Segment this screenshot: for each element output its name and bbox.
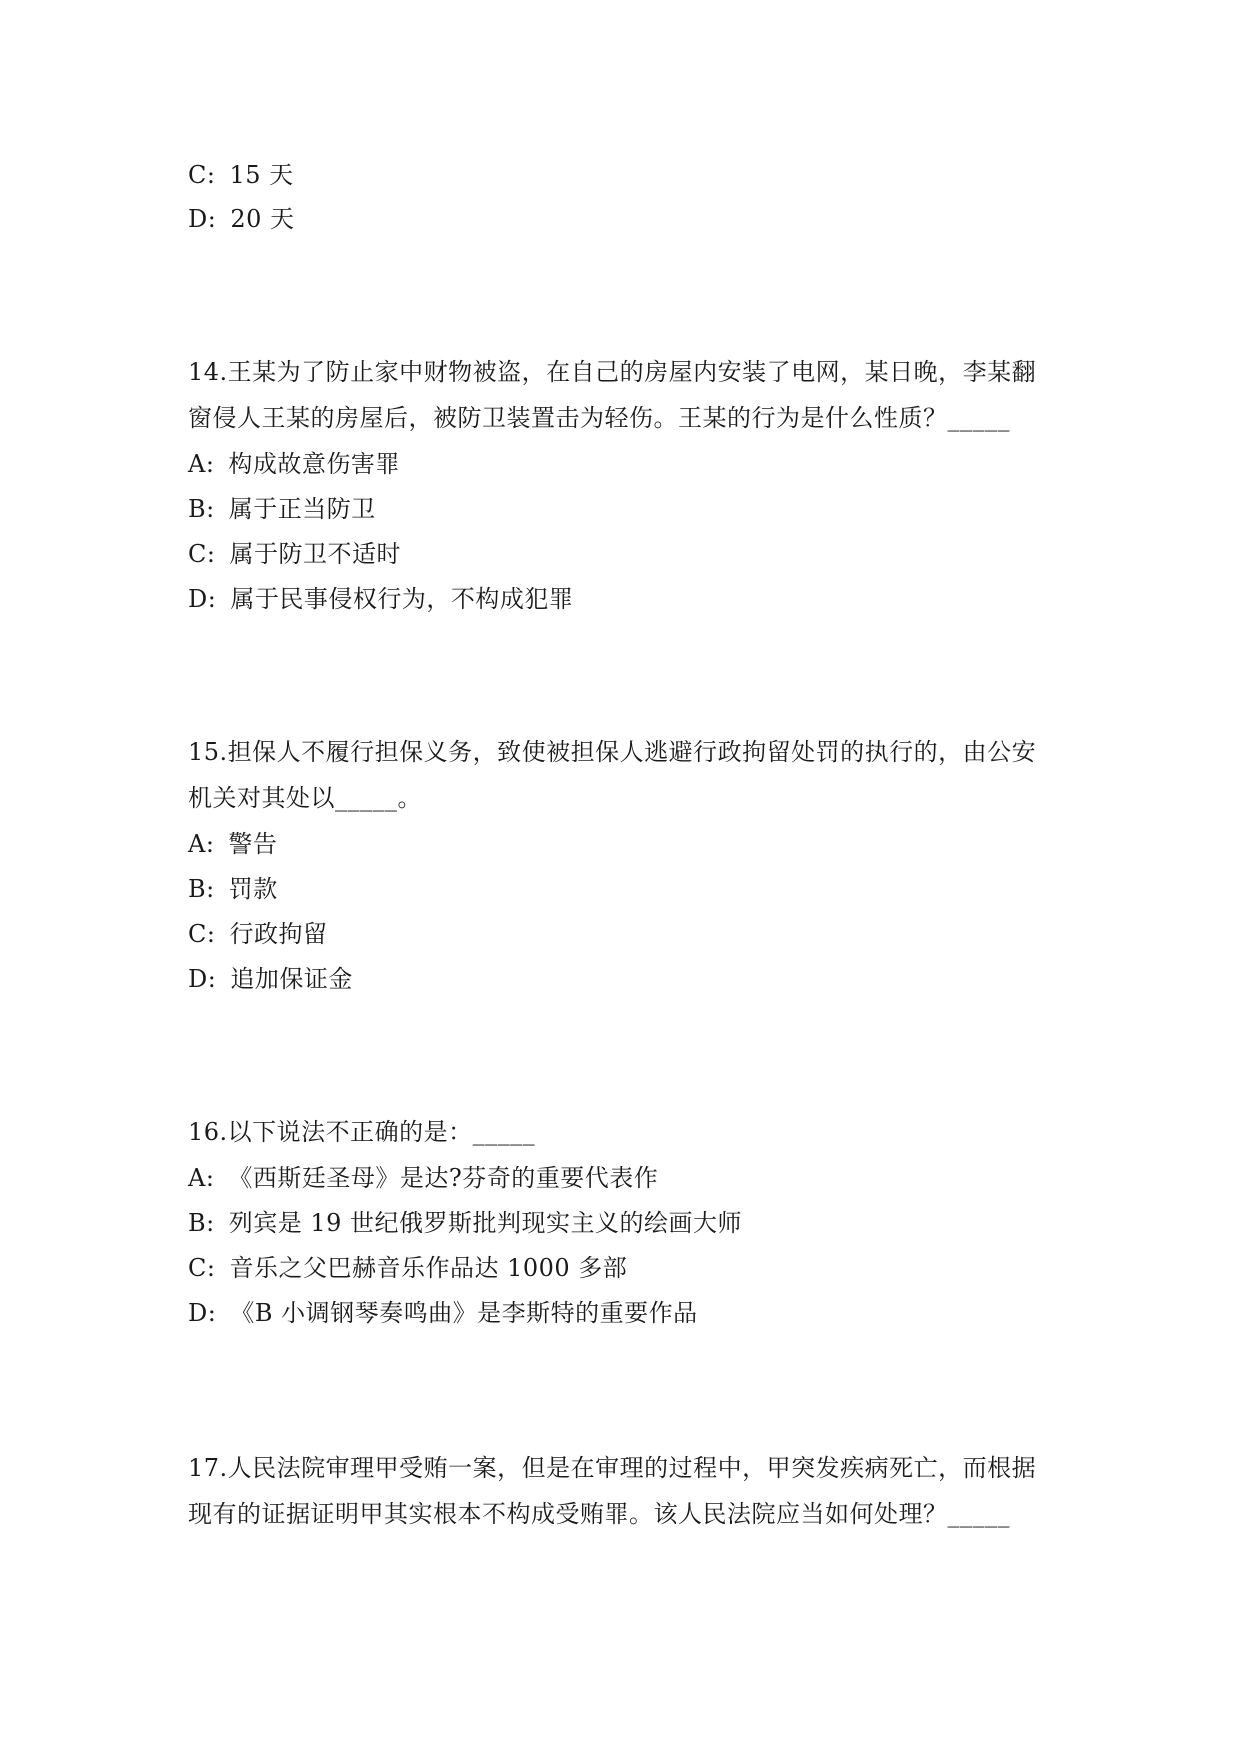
question-14-stem-line-2: 窗侵人王某的房屋后，被防卫装置击为轻伤。王某的行为是什么性质？_____ xyxy=(188,404,1010,432)
option-label: B: xyxy=(188,875,215,903)
option-label: B: xyxy=(188,1209,215,1237)
option-label: B: xyxy=(188,495,215,523)
question-16-option-a xyxy=(188,1163,658,1193)
option-text: 属于防卫不适时 xyxy=(229,540,401,568)
option-text: 警告 xyxy=(228,830,278,858)
question-16-option-b xyxy=(188,1208,742,1238)
option-text: 属于民事侵权行为，不构成犯罪 xyxy=(230,585,574,613)
option-text: 15 天 xyxy=(229,161,294,189)
option-label: C: xyxy=(188,540,216,568)
question-15-option-a xyxy=(188,829,277,859)
option-text: 属于正当防卫 xyxy=(228,495,376,523)
question-15-option-b xyxy=(188,874,278,904)
option-label: D: xyxy=(188,1299,217,1327)
question-16-option-d xyxy=(188,1298,698,1328)
option-label: C: xyxy=(188,161,216,189)
option-d xyxy=(188,204,295,234)
question-17-stem-line-2: 现有的证据证明甲其实根本不构成受贿罪。该人民法院应当如何处理？_____ xyxy=(188,1500,1010,1528)
option-text: 音乐之父巴赫音乐作品达 1000 多部 xyxy=(229,1254,628,1282)
question-17-stem-line-1: 17.人民法院审理甲受贿一案，但是在审理的过程中，甲突发疾病死亡，而根据 xyxy=(188,1454,1037,1482)
option-label: D: xyxy=(188,585,217,613)
option-label: C: xyxy=(188,920,216,948)
option-label: A: xyxy=(188,450,215,478)
option-text: 《西斯廷圣母》是达?芬奇的重要代表作 xyxy=(228,1164,659,1192)
question-14-option-d xyxy=(188,584,573,614)
option-label: A: xyxy=(188,830,215,858)
option-text: 构成故意伤害罪 xyxy=(228,450,400,478)
question-16-stem-line-1: 16.以下说法不正确的是：_____ xyxy=(188,1118,536,1146)
option-label: C: xyxy=(188,1254,216,1282)
question-15-option-d xyxy=(188,964,353,994)
question-14-option-b xyxy=(188,494,376,524)
question-14-option-c xyxy=(188,539,401,569)
question-16-option-c xyxy=(188,1253,627,1283)
option-text: 罚款 xyxy=(228,875,278,903)
question-15-stem-line-1: 15.担保人不履行担保义务，致使被担保人逃避行政拘留处罚的执行的，由公安 xyxy=(188,738,1037,766)
option-c xyxy=(188,160,294,190)
option-label: D: xyxy=(188,205,217,233)
option-text: 《B 小调钢琴奏鸣曲》是李斯特的重要作品 xyxy=(230,1299,698,1327)
question-15-option-c xyxy=(188,919,327,949)
option-label: D: xyxy=(188,965,217,993)
option-text: 追加保证金 xyxy=(230,965,353,993)
option-label: A: xyxy=(188,1164,215,1192)
option-text: 20 天 xyxy=(230,205,295,233)
option-text: 列宾是 19 世纪俄罗斯批判现实主义的绘画大师 xyxy=(228,1209,743,1237)
option-text: 行政拘留 xyxy=(229,920,328,948)
question-14-stem-line-1: 14.王某为了防止家中财物被盗，在自己的房屋内安装了电网，某日晚，李某翻 xyxy=(188,358,1037,386)
question-15-stem-line-2: 机关对其处以_____。 xyxy=(188,784,422,812)
question-14-option-a xyxy=(188,449,400,479)
